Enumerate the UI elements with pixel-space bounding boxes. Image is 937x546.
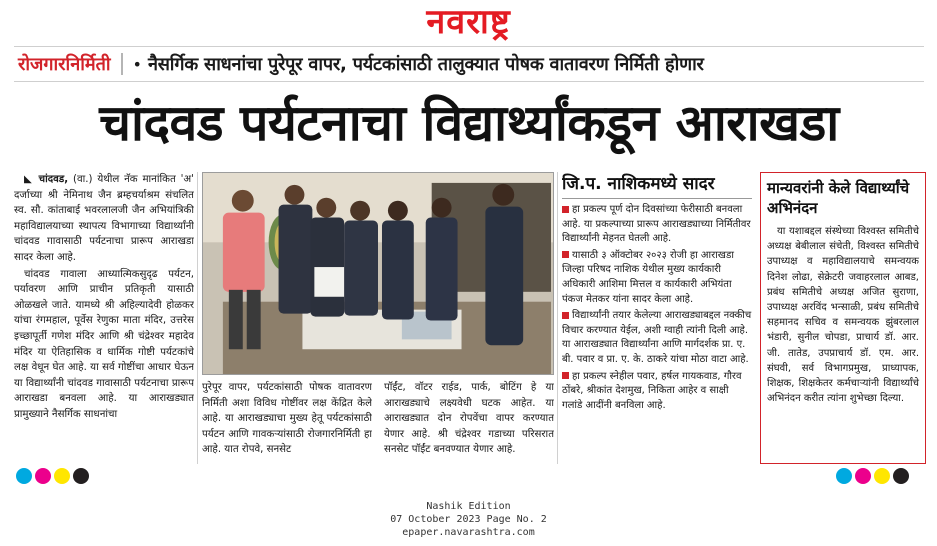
article-column-left	[14, 172, 194, 464]
square-bullet-icon	[562, 372, 569, 379]
cyan-dot-icon	[836, 468, 852, 484]
square-bullet-icon	[562, 206, 569, 213]
yellow-dot-icon	[874, 468, 890, 484]
article-paragraph	[14, 172, 194, 266]
black-dot-icon	[893, 468, 909, 484]
kicker-divider	[121, 53, 123, 75]
sidebar-zp-nashik	[562, 172, 752, 464]
article-continuation	[202, 380, 554, 464]
article-photo	[202, 172, 554, 375]
list-item: हा प्रकल्प स्नेहील पवार, हर्षल गायकवाड, गौरव ठोंबरे, श्रीकांत देशमुख, निकिता आहेर व साक्षी गलांडे आदींनी बनविला आहे.	[562, 370, 742, 411]
cyan-dot-icon	[16, 468, 32, 484]
article-paragraph: पुरेपूर वापर, पर्यटकांसाठी पोषक वातावरण निर्मिती अशा विविध गोष्टींवर लक्ष केंद्रित केले आहे. या आराखड्याचा मुख्य हेतू पर्यटकांसाठी पर्यटन आणि गावकऱ्यांसाठी रोजगारनिर्मिती हा आहे. यात रोपवे, सनसेट	[202, 382, 372, 456]
registration-marks-right	[836, 468, 909, 484]
registration-marks-left	[16, 468, 89, 484]
arrow-marker-icon: ◣	[24, 174, 39, 185]
bullet-icon: •	[132, 54, 142, 74]
group-photo-illustration	[203, 173, 553, 374]
column-divider	[197, 172, 198, 464]
square-bullet-icon	[562, 251, 569, 258]
article-paragraph: पॉईंट, वॉटर राईड, पार्क, बोटिंग हे या आराखड्याचे लक्ष्यवेधी घटक आहेत. या आराखड्यात दोन रोपवेंचा वापर करण्यात येणार आहे. श्री चंद्रेश्वर गडाच्या परिसरात सनसेट पॉईंट बनवण्यात येणार आहे.	[384, 382, 554, 456]
square-bullet-icon	[562, 312, 569, 319]
dateline: चांदवड,	[38, 174, 69, 185]
edition-date-page: 07 October 2023 Page No. 2	[390, 514, 547, 525]
list-item: यासाठी ३ ऑक्टोबर २०२३ रोजी हा आराखडा जिल्हा परिषद नाशिक येथील मुख्य कार्यकारी अधिकारी आशिमा मित्तल व कार्यकारी अभियंता पंकज मेतकर यांना सादर केला आहे.	[562, 249, 734, 305]
column-divider	[557, 172, 558, 464]
article-paragraph: चांदवड गावाला आध्यात्मिकसुदृढ पर्यटन, पर्यावरण आणि प्राचीन प्रतिकृती यासाठी ओळखले जाते. यामध्ये श्री अहिल्यादेवी होळकर यांचा रंगमहाल, पूर्वेस रेणुका माता मंदिर, उत्तरेस इच्छापूर्ती गणेश मंदिर आणि श्री चंद्रेश्वर महादेव मंदिर या ऐतिहासिक व धार्मिक गोष्टी पर्यटकांचे लक्ष वेधून घेत आहे. या सर्व गोष्टींचा आधार घेऊन या विद्यार्थ्यांनी चांदवड गावासाठी पर्यटनाचा प्रारूप आराखडा बनवला आहे. या आराखड्यात प्रामुख्याने नैसर्गिक साधनांचा	[14, 268, 194, 420]
headline: चांदवड पर्यटनाचा विद्यार्थ्यांकडून आराखडा	[99, 94, 839, 152]
sidebar-body: या यशाबद्दल संस्थेच्या विश्वस्त समितीचे अध्यक्ष बेबीलाल संचेती, विश्वस्त समितीचे उपाध्यक्ष व महाविद्यालयाचे समन्वयक दिनेश लोढा, सेक्रेटरी जवाहरलाल आबड, प्रबंध समितीचे अध्यक्ष अजित सुराणा, उपाध्यक्ष अरविंद भन्साळी, प्रबंध समितीचे सहमानद सचिव व समन्वयक झुंबरलाल भंडारी, सुनील चोपडा, प्राचार्य डॉ. आर. जी. तातेड, उपप्राचार्य डॉ. एम. आर. संघवी, सर्व विभागप्रमुख, प्राध्यापक, शिक्षक, शिक्षकेतर कर्मचाऱ्यांनी विद्यार्थ्यांचे अभिनंदन करीत त्यांना शुभेच्छा दिल्या.	[767, 226, 919, 405]
article-lead: (वा.) येथील नॅक मानांकित 'अ' दर्जाच्या श्री नेमिनाथ जैन ब्रम्हचर्याश्रम संचलित स्व. सौ. कांताबाई भवरलालजी जैन अभियांत्रिकी महाविद्यालयाच्या स्थापत्य विभागाच्या विद्यार्थ्यांनी चांदवड गावासाठी पर्यटनाचा प्रारूप आराखडा सादर केला आहे.	[14, 174, 194, 263]
sidebar-congratulations	[760, 172, 926, 464]
black-dot-icon	[73, 468, 89, 484]
edition-info	[0, 500, 937, 539]
epaper-link[interactable]: epaper.navarashtra.com	[402, 527, 535, 538]
masthead	[0, 0, 937, 44]
newspaper-logo[interactable]: नवराष्ट्र	[426, 2, 511, 42]
magenta-dot-icon	[855, 468, 871, 484]
section-tag: रोजगारनिर्मिती	[18, 54, 111, 75]
magenta-dot-icon	[35, 468, 51, 484]
list-item: विद्यार्थ्यांनी तयार केलेल्या आराखड्याबद्दल नक्कीच विचार करण्यात येईल, अशी ग्वाही त्यांनी दिली आहे. या आराखड्यात विद्यार्थ्यांना आणि मार्गदर्शक प्रा. ए. बी. पवार व प्रा. ए. के. ठाकरे यांचा मोठा वाटा आहे.	[562, 310, 752, 365]
list-item: हा प्रकल्प पूर्ण दोन दिवसांच्या फेरीसाठी बनवला आहे. या प्रकल्पाच्या प्रारूप आराखड्याच्या निर्मितीवर विद्यार्थ्यांनी मेहनत घेतली आहे.	[562, 204, 751, 245]
edition-name: Nashik Edition	[426, 501, 511, 512]
sidebar-title: मान्यवरांनी केले विद्यार्थ्यांचे अभिनंदन	[767, 179, 910, 217]
yellow-dot-icon	[54, 468, 70, 484]
kicker-band	[14, 46, 924, 82]
sub-headline: नैसर्गिक साधनांचा पुरेपूर वापर, पर्यटकांसाठी तालुक्यात पोषक वातावरण निर्मिती होणार	[147, 54, 704, 75]
sidebar-title: जि.प. नाशिकमध्ये सादर	[562, 172, 752, 199]
